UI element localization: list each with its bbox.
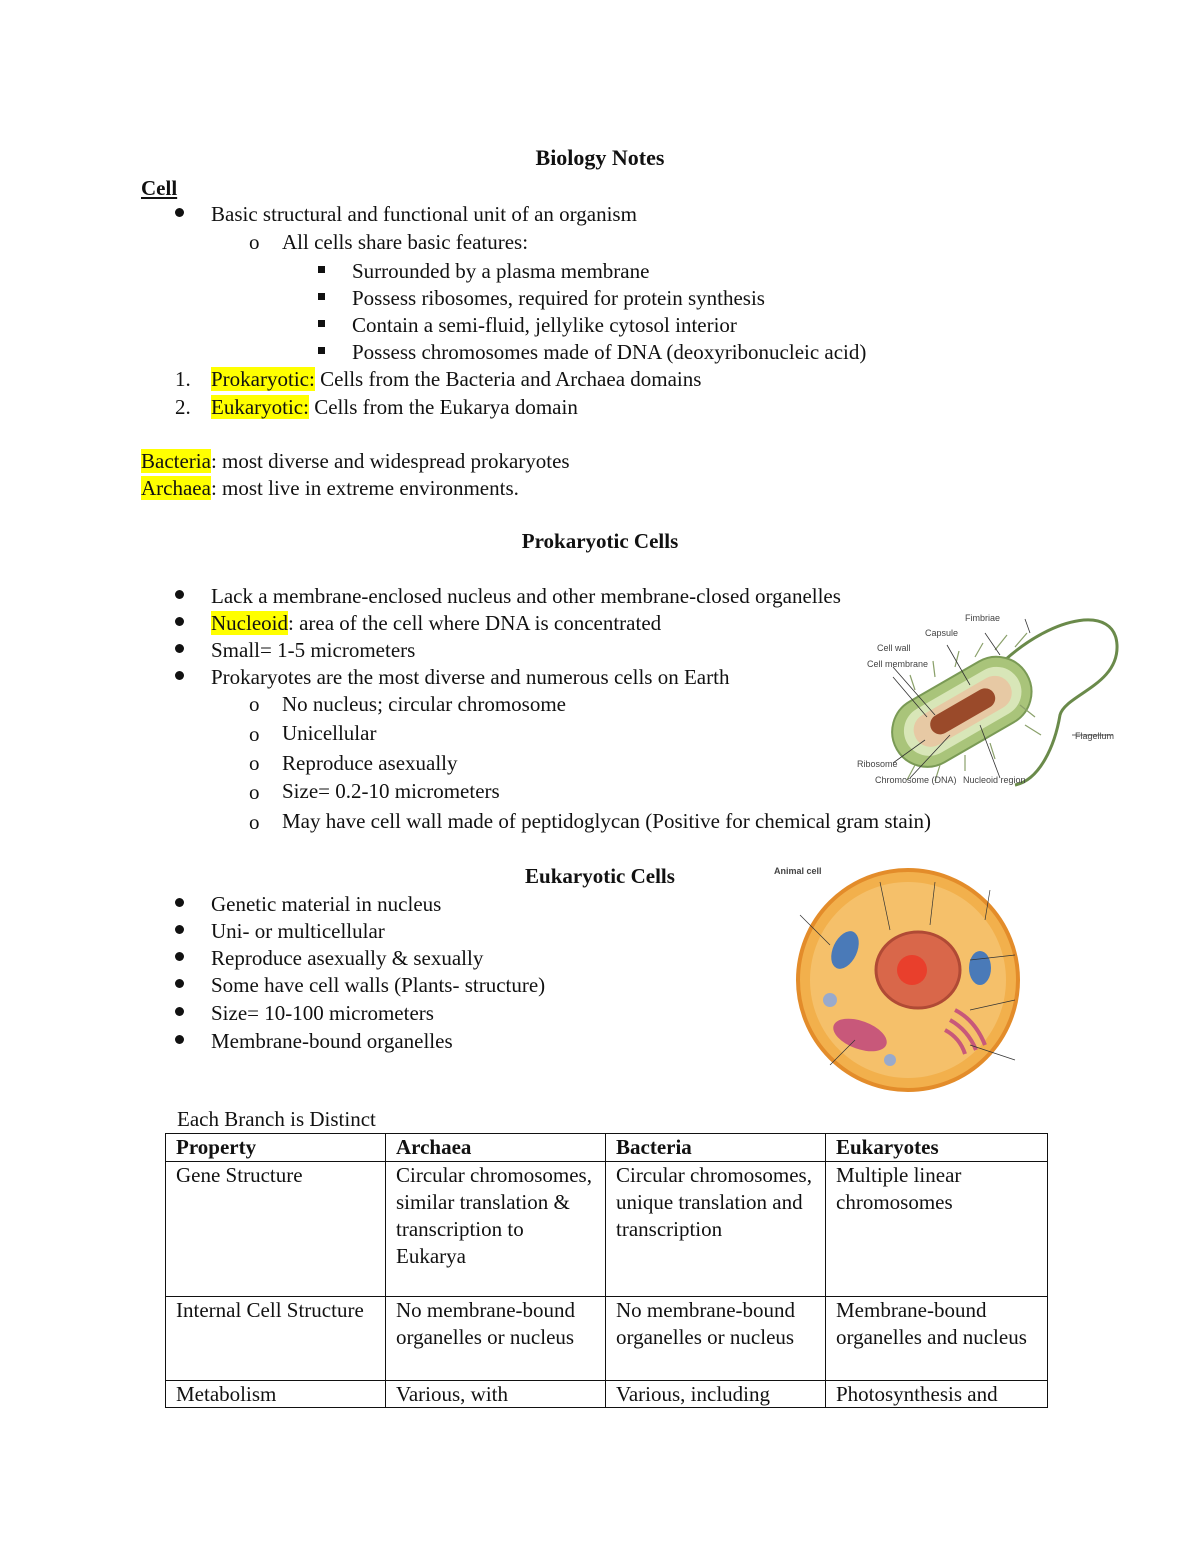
prokaryotic-sub-bullet: Reproduce asexually xyxy=(282,751,458,775)
numbered-text: Cells from the Bacteria and Archaea domains xyxy=(314,367,702,391)
square-bullet xyxy=(318,293,325,300)
mitochondrion-shape xyxy=(969,951,991,985)
eukaryotic-bullet: Reproduce asexually & sexually xyxy=(211,946,484,970)
page-title: Biology Notes xyxy=(535,145,665,170)
sub-bullet-marker: o xyxy=(249,751,260,775)
numbered-marker: 1. xyxy=(175,367,191,391)
cell-bullet: Basic structural and functional unit of an organism xyxy=(211,202,637,226)
highlighted-term: Archaea xyxy=(141,476,211,500)
sub-bullet-marker: o xyxy=(249,810,260,834)
label-fimbriae: Fimbriae xyxy=(965,613,1001,623)
bullet-disc xyxy=(175,925,184,934)
label-cell-wall: Cell wall xyxy=(877,643,911,653)
domain-line xyxy=(141,475,519,501)
highlighted-term: Prokaryotic: xyxy=(211,367,315,391)
cell-feature: Possess chromosomes made of DNA (deoxyribonucleic acid) xyxy=(352,340,867,364)
bullet-disc xyxy=(175,208,184,217)
numbered-item xyxy=(211,366,701,392)
bullet-disc xyxy=(175,1035,184,1044)
sub-bullet-marker: o xyxy=(249,722,260,746)
prokaryotic-heading: Prokaryotic Cells xyxy=(521,529,679,553)
bullet-disc xyxy=(175,590,184,599)
eukaryotic-bullet: Size= 10-100 micrometers xyxy=(211,1001,434,1025)
sub-bullet-marker: o xyxy=(249,230,260,254)
label-flagellum: Flagellum xyxy=(1075,731,1115,741)
prokaryotic-bullet: Prokaryotes are the most diverse and numerous cells on Earth xyxy=(211,665,730,689)
bullet-disc xyxy=(175,644,184,653)
label-nucleoid-region: Nucleoid region xyxy=(963,775,1026,785)
eukaryotic-bullet: Genetic material in nucleus xyxy=(211,892,442,916)
square-bullet xyxy=(318,347,325,354)
table-cell: Internal Cell Structure xyxy=(166,1297,386,1381)
label-ribosome: Ribosome xyxy=(857,759,898,769)
eukaryotic-bullet: Uni- or multicellular xyxy=(211,919,385,943)
eukaryotic-bullet: Membrane-bound organelles xyxy=(211,1029,453,1053)
domain-text: : most diverse and widespread prokaryotes xyxy=(210,449,570,473)
bullet-disc xyxy=(175,671,184,680)
bullet-disc xyxy=(175,1007,184,1016)
bullet-disc xyxy=(175,617,184,626)
bullet-disc xyxy=(175,952,184,961)
table-row xyxy=(166,1381,1048,1408)
highlighted-term: Bacteria xyxy=(141,449,211,473)
sub-bullet-marker: o xyxy=(249,780,260,804)
header-cell: Archaea xyxy=(386,1134,606,1162)
comparison-table xyxy=(165,1133,1048,1408)
prokaryotic-sub-bullet: May have cell wall made of peptidoglycan (Positive for chemical gram stain) xyxy=(282,809,932,833)
prokaryotic-bullet xyxy=(211,610,661,636)
header-cell: Property xyxy=(166,1134,386,1162)
numbered-text: Cells from the Eukarya domain xyxy=(308,395,578,419)
prokaryotic-bullet: Small= 1-5 micrometers xyxy=(211,638,416,662)
vesicle-shape xyxy=(884,1054,896,1066)
prokaryotic-bullet: Lack a membrane-enclosed nucleus and other membrane-closed organelles xyxy=(211,584,841,608)
table-cell: Gene Structure xyxy=(166,1162,386,1297)
square-bullet xyxy=(318,320,325,327)
prokaryote-diagram xyxy=(855,605,1120,800)
bullet-disc xyxy=(175,979,184,988)
square-bullet xyxy=(318,266,325,273)
numbered-item xyxy=(211,394,578,420)
header-cell: Eukaryotes xyxy=(826,1134,1048,1162)
prokaryotic-sub-bullet: Unicellular xyxy=(282,721,377,745)
table-cell: Various, with xyxy=(386,1381,606,1408)
header-cell: Bacteria xyxy=(606,1134,826,1162)
nucleolus-shape xyxy=(897,955,927,985)
vesicle-shape xyxy=(823,993,837,1007)
domain-line xyxy=(141,448,570,474)
highlighted-term: Nucleoid xyxy=(211,611,288,635)
domain-text: : most live in extreme environments. xyxy=(210,476,519,500)
animal-cell-title: Animal cell xyxy=(774,866,822,876)
table-header-row xyxy=(166,1134,1048,1162)
cell-heading: Cell xyxy=(141,176,178,200)
table-cell: Circular chromosomes, unique translation and transcription xyxy=(606,1162,826,1297)
table-cell: No membrane-bound organelles or nucleus xyxy=(386,1297,606,1381)
label-chromosome: Chromosome (DNA) xyxy=(875,775,957,785)
animal-cell-diagram xyxy=(770,860,1055,1105)
numbered-marker: 2. xyxy=(175,395,191,419)
bullet-disc xyxy=(175,898,184,907)
table-row xyxy=(166,1162,1048,1297)
table-cell: Multiple linear chromosomes xyxy=(826,1162,1048,1297)
prokaryotic-sub-bullet: Size= 0.2-10 micrometers xyxy=(282,779,500,803)
table-cell: Various, including xyxy=(606,1381,826,1408)
cell-feature: Possess ribosomes, required for protein synthesis xyxy=(352,286,765,310)
table-caption: Each Branch is Distinct xyxy=(177,1107,376,1131)
sub-bullet-marker: o xyxy=(249,692,260,716)
table-cell: Circular chromosomes, similar translation & transcription to Eukarya xyxy=(386,1162,606,1297)
bullet-text: : area of the cell where DNA is concentrated xyxy=(287,611,662,635)
eukaryotic-heading: Eukaryotic Cells xyxy=(525,864,675,888)
highlighted-term: Eukaryotic: xyxy=(211,395,309,419)
table-row xyxy=(166,1297,1048,1381)
prokaryotic-sub-bullet: No nucleus; circular chromosome xyxy=(282,692,566,716)
cell-feature: Contain a semi-fluid, jellylike cytosol interior xyxy=(352,313,737,337)
cell-sub-bullet: All cells share basic features: xyxy=(282,230,529,254)
table-cell: No membrane-bound organelles or nucleus xyxy=(606,1297,826,1381)
eukaryotic-bullet: Some have cell walls (Plants- structure) xyxy=(211,973,546,997)
table-cell: Metabolism xyxy=(166,1381,386,1408)
table-cell: Photosynthesis and xyxy=(826,1381,1048,1408)
label-cell-membrane: Cell membrane xyxy=(867,659,929,669)
cell-feature: Surrounded by a plasma membrane xyxy=(352,259,650,283)
label-capsule: Capsule xyxy=(925,628,959,638)
table-cell: Membrane-bound organelles and nucleus xyxy=(826,1297,1048,1381)
